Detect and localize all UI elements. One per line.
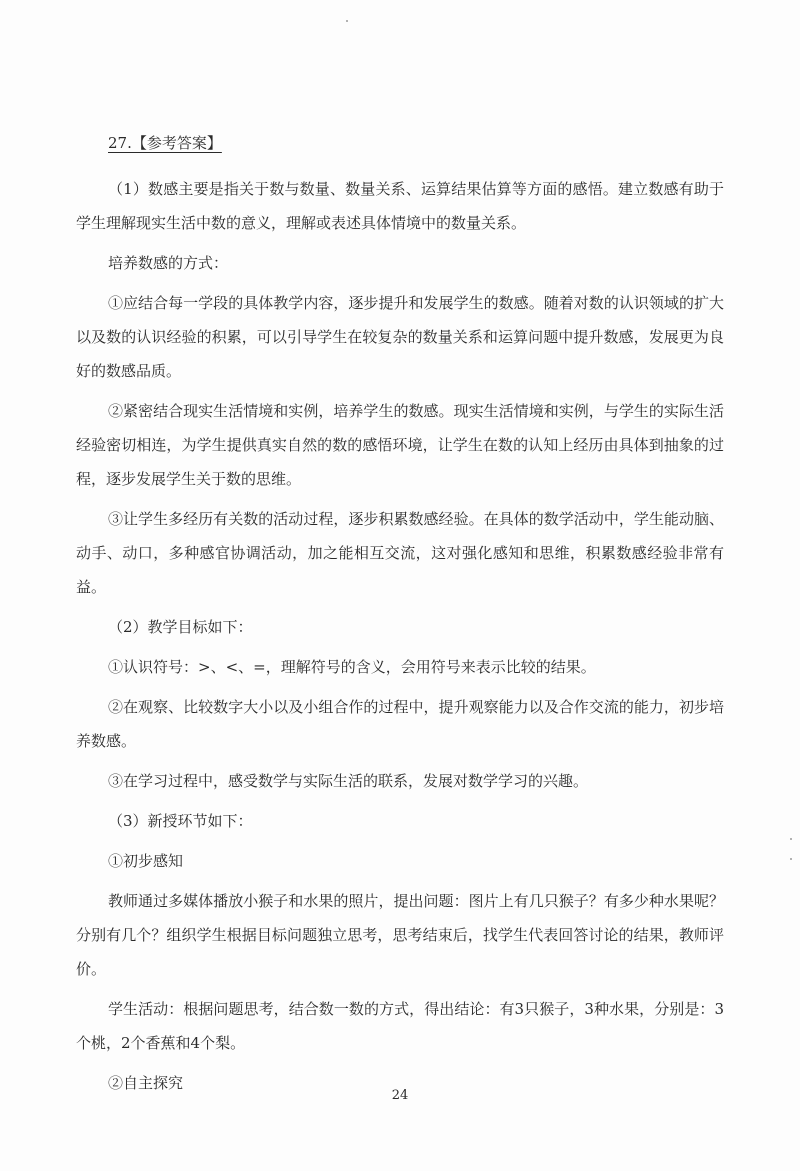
paragraph: ③在学习过程中，感受数学与实际生活的联系，发展对数学学习的兴趣。 — [108, 772, 589, 790]
paragraph: 教师通过多媒体播放小猴子和水果的照片，提出问题：图片上有几只猴子？有多少种水果呢？分别有几个？组织学生根据目标问题独立思考，思考结束后，找学生代表回答讨论的结果，教师评价。 — [76, 892, 724, 978]
paragraph: （2）教学目标如下： — [108, 618, 253, 636]
paragraph: ①应结合每一学段的具体教学内容，逐步提升和发展学生的数感。随着对数的认识领域的扩大以及数的认识经验的积累，可以引导学生在较复杂的数量关系和运算问题中提升数感，发展更为良好的数感品质。 — [76, 294, 724, 380]
scan-speck — [790, 858, 792, 860]
scan-speck — [790, 838, 792, 840]
paragraph: ③让学生多经历有关数的活动过程，逐步积累数感经验。在具体的数学活动中，学生能动脑、动手、动口，多种感官协调活动，加之能相互交流，这对强化感知和思维，积累数感经验非常有益。 — [76, 510, 724, 596]
paragraph: ②自主探究 — [108, 1074, 184, 1092]
answer-title: 27.【参考答案】 — [108, 134, 222, 152]
paragraph: 培养数感的方式： — [108, 254, 229, 272]
paragraph: （1）数感主要是指关于数与数量、数量关系、运算结果估算等方面的感悟。建立数感有助于学生理解现实生活中数的意义，理解或表述具体情境中的数量关系。 — [76, 180, 724, 232]
paragraph: ①初步感知 — [108, 852, 184, 870]
paragraph: （3）新授环节如下： — [108, 812, 253, 830]
document-body — [76, 128, 724, 1106]
paragraph: 学生活动：根据问题思考，结合数一数的方式，得出结论：有3只猴子，3种水果，分别是：3个桃，2个香蕉和4个梨。 — [76, 1000, 724, 1052]
paragraph: ②紧密结合现实生活情境和实例，培养学生的数感。现实生活情境和实例，与学生的实际生活经验密切相连，为学生提供真实自然的数的感悟环境，让学生在数的认知上经历由具体到抽象的过程，逐步发展学生关于数的思维。 — [76, 402, 724, 488]
paragraph: ②在观察、比较数字大小以及小组合作的过程中，提升观察能力以及合作交流的能力，初步培养数感。 — [76, 698, 724, 750]
paragraph: ①认识符号：>、<、=，理解符号的含义，会用符号来表示比较的结果。 — [108, 658, 596, 676]
page-number: 24 — [391, 1088, 409, 1103]
scan-speck — [346, 20, 348, 22]
